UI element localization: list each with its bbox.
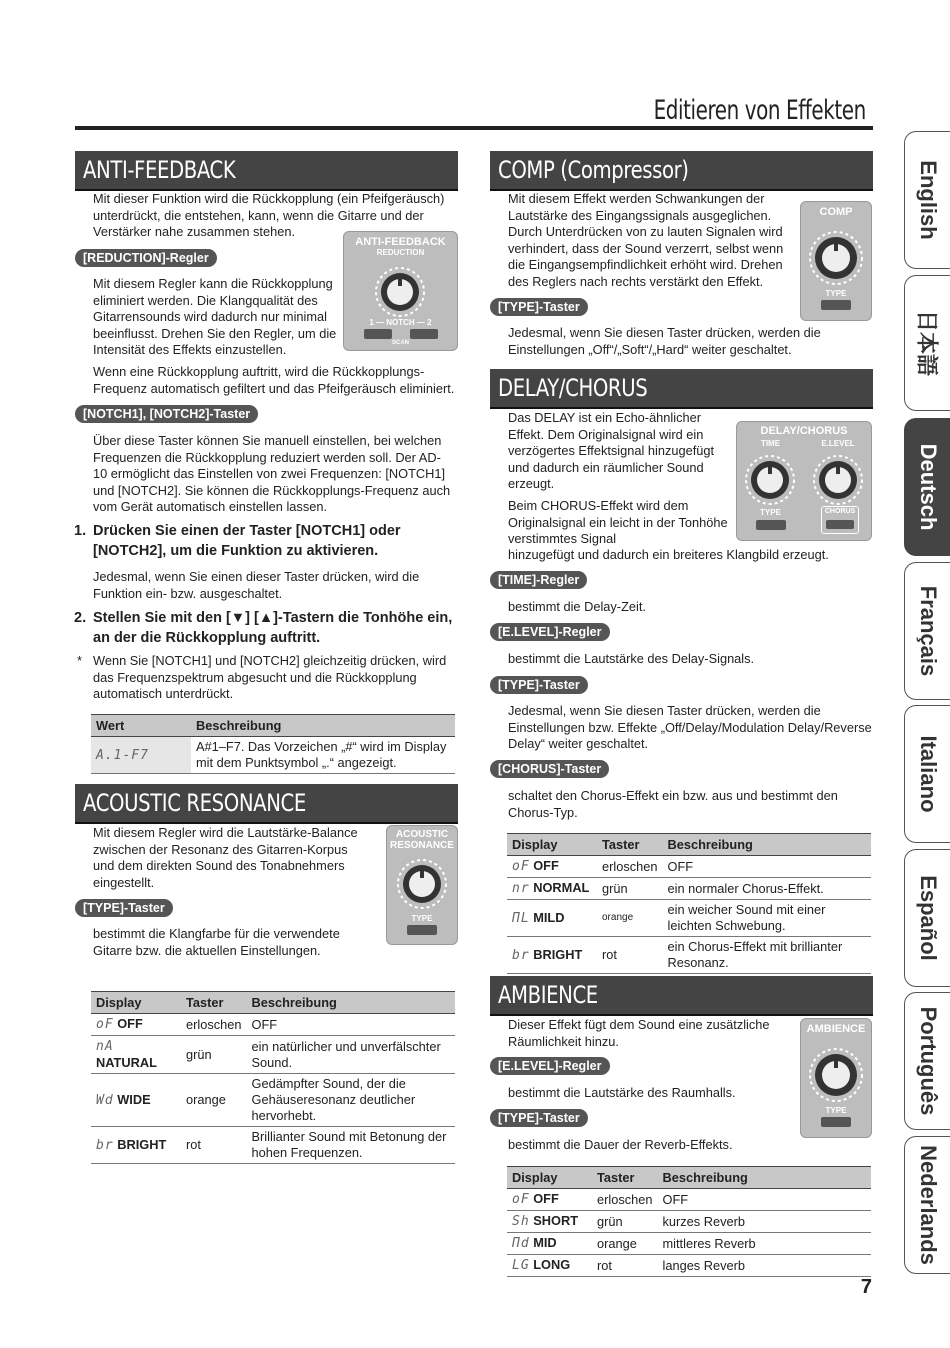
comp-knob-icon: [801, 224, 871, 288]
anti-feedback-heading: ANTI-FEEDBACK: [75, 151, 458, 191]
step-1: 1. Drücken Sie einen der Taster [NOTCH1] oder [NOTCH2], um die Funktion zu aktivieren.: [74, 523, 401, 559]
delay-intro-1: Das DELAY ist ein Echo-ähnlicher Effekt. Dem Originalsignal wird ein verzögertes Effektsignal hinzugefügt und dadurch ein räumlicher Sound erzeugt.: [508, 410, 715, 491]
ambience-type-button[interactable]: [821, 1117, 851, 1127]
step-1-text: Jedesmal, wenn Sie einen dieser Taster drücken, wird die Funktion ein- bzw. ausgeschaltet.: [93, 569, 420, 601]
table-row: ΠL MILD orange ein weicher Sound mit einer leichten Schwebung.: [507, 900, 871, 937]
tab-italiano[interactable]: Italiano: [904, 705, 950, 843]
delay-elevel-text: bestimmt die Lautstärke des Delay-Signals.: [508, 651, 755, 666]
acoustic-knob-icon: [387, 852, 457, 912]
tab-portugues[interactable]: Português: [904, 992, 950, 1130]
table-row: nr NORMAL grün ein normaler Chorus-Effekt.: [507, 878, 871, 900]
notch2-button[interactable]: [410, 329, 438, 339]
table-row: oF OFF erloschen OFF: [507, 1189, 871, 1211]
table-row: LG LONG rot langes Reverb: [507, 1255, 871, 1277]
page-title: Editieren von Effekten: [653, 95, 866, 126]
delay-knobs-icon: [737, 450, 871, 510]
step-2: 2. Stellen Sie mit den [▼] [▲]-Tastern die Tonhöhe ein, an der die Rückkopplung auftritt.: [74, 610, 453, 646]
title-rule: [75, 126, 873, 130]
table-row: Πd MID orange mittleres Reverb: [507, 1233, 871, 1255]
reduction-text: Mit diesem Regler kann die Rückkopplung eliminiert werden. Die Klangqualität des Gitarrensounds wird dadurch nur minimal beeinflusst. Drehen Sie den Regler, um die Intensität des Effekts einzustellen.: [93, 276, 337, 357]
delay-panel: DELAY/CHORUS TIME E.LEVEL TYPE CHORUS: [736, 421, 872, 541]
ambience-elevel-label: [E.LEVEL]-Regler: [490, 1057, 610, 1075]
ambience-knob-icon: [801, 1041, 871, 1105]
chorus-button[interactable]: [826, 520, 854, 529]
notch-text: Über diese Taster können Sie manuell einstellen, bei welchen Frequenzen die Rückkopplung reduziert werden soll. Der AD-10 ermöglicht das Einstellen von zwei Frequenzen: [NOTCH1] und [NOTCH2]. Sie können die Rückkopplungs-Frequenz auch vom Gerät automatisch einstellen lassen.: [93, 433, 451, 514]
reduction-label: [REDUCTION]-Regler: [75, 249, 217, 267]
chorus-text: schaltet den Chorus-Effekt ein bzw. aus und bestimmt den Chorus-Typ.: [508, 788, 838, 820]
delay-heading: DELAY/CHORUS: [490, 369, 873, 409]
tab-english[interactable]: English: [904, 131, 950, 269]
comp-type-text: Jedesmal, wenn Sie diesen Taster drücken, werden die Einstellungen „Off“/„Soft“/„Hard“ weiter geschaltet.: [508, 325, 821, 357]
delay-table: Display Taster Beschreibung oF OFF erloschen OFF nr NORMAL grün ein normaler Chorus-Effekt. ΠL MILD orange ein weicher Sound mit einer leichten Schwebung. br BRIGHT rot ein Chorus-Effekt mit brillianter Resonanz.: [507, 833, 871, 974]
time-label: [TIME]-Regler: [490, 571, 587, 589]
acoustic-panel: ACOUSTIC RESONANCE TYPE: [386, 825, 458, 945]
acoustic-type-text: bestimmt die Klangfarbe für die verwendete Gitarre bzw. die aktuellen Einstellungen.: [93, 926, 340, 958]
chorus-label: [CHORUS]-Taster: [490, 760, 609, 778]
acoustic-type-label: [TYPE]-Taster: [75, 899, 173, 917]
delay-elevel-label: [E.LEVEL]-Regler: [490, 623, 610, 641]
ambience-type-text: bestimmt die Dauer der Reverb-Effekts.: [508, 1137, 733, 1152]
comp-type-label: [TYPE]-Taster: [490, 298, 588, 316]
comp-panel: COMP TYPE: [800, 201, 872, 321]
ambience-table: Display Taster Beschreibung oF OFF erloschen OFF Sh SHORT grün kurzes Reverb Πd MID orange mittleres Reverb LG LONG rot langes Reverb: [507, 1166, 871, 1277]
delay-type-label: [TYPE]-Taster: [490, 676, 588, 694]
ambience-panel: AMBIENCE TYPE: [800, 1018, 872, 1138]
ambience-type-label: [TYPE]-Taster: [490, 1109, 588, 1127]
table-row: nA NATURAL grün ein natürlicher und unverfälschter Sound.: [91, 1036, 455, 1074]
acoustic-table: Display Taster Beschreibung oF OFF erloschen OFF nA NATURAL grün ein natürlicher und unverfälschter Sound. Wd WIDE orange Gedämpfter Sound, der die Gehäuseresonanz deutlicher hervorhebt. br BRIGHT rot Brillianter Sound mit Betonung der hohen Frequenzen.: [91, 991, 455, 1164]
delay-type-text: Jedesmal, wenn Sie diesen Taster drücken, werden die Einstellungen bzw. Effekte „Off/Delay/Modulation Delay/Reverse Delay“ weiter geschaltet.: [508, 703, 872, 751]
tab-nederlands[interactable]: Nederlands: [904, 1136, 950, 1274]
anti-feedback-table: Wert Beschreibung A.1-F7 A#1–F7. Das Vorzeichen „#“ wird im Display mit dem Punktsymbol „.“ angezeigt.: [91, 714, 455, 774]
acoustic-type-button[interactable]: [407, 925, 437, 935]
auto-text: Wenn eine Rückkopplung auftritt, wird die Rückkopplungs-Frequenz automatisch gefiltert und das Pfeifgeräusch eliminiert.: [93, 364, 455, 396]
scan-label: SCAN: [391, 340, 409, 346]
table-row: oF OFF erloschen OFF: [507, 856, 871, 878]
table-row: Wd WIDE orange Gedämpfter Sound, der die Gehäuseresonanz deutlicher hervorhebt.: [91, 1074, 455, 1127]
comp-heading: COMP (Compressor): [490, 151, 873, 191]
delay-intro-2: Beim CHORUS-Effekt wird dem Originalsignal ein leicht in der Tonhöhe verstimmtes Signal: [508, 498, 728, 546]
ambience-elevel-text: bestimmt die Lautstärke des Raumhalls.: [508, 1085, 736, 1100]
comp-type-button[interactable]: [821, 300, 851, 310]
tab-espanol[interactable]: Español: [904, 849, 950, 987]
acoustic-intro: Mit diesem Regler wird die Lautstärke-Balance zwischen der Resonanz des Gitarren-Korpus und dem direkten Sound des Tonabnehmers eingestellt.: [93, 825, 358, 890]
page-number: 7: [860, 1276, 872, 1298]
tab-francais[interactable]: Français: [904, 562, 950, 700]
note: * Wenn Sie [NOTCH1] und [NOTCH2] gleichzeitig drücken, wird das Frequenzspektrum abgesucht und die Rückkopplung automatisch unterdrückt.: [77, 653, 447, 701]
delay-intro-2-cont: hinzugefügt und dadurch ein breiteres Klangbild erzeugt.: [508, 547, 829, 562]
panel-title: ANTI-FEEDBACK: [355, 236, 446, 248]
comp-intro: Mit diesem Effekt werden Schwankungen der Lautstärke des Eingangssignals ausgeglichen. Durch Unterdrücken von zu lauten Signalen wird verhindert, dass der Sound verzerrt, selbst wenn die Eingangsempfindlichkeit erhöht wird. Drehen des Reglers nach rechts verstärkt den Effekt.: [508, 191, 784, 289]
notch-label: 1 — NOTCH — 2: [369, 318, 432, 327]
anti-feedback-intro: Mit dieser Funktion wird die Rückkopplung (ein Pfeifgeräusch) unterdrückt, die entstehen, kann, wenn die Gitarre und der Verstärker nahe zusammen stehen.: [93, 191, 445, 239]
table-row: br BRIGHT rot ein Chorus-Effekt mit brillianter Resonanz.: [507, 937, 871, 974]
acoustic-heading: ACOUSTIC RESONANCE: [75, 784, 458, 824]
delay-type-button[interactable]: [756, 520, 786, 530]
notch1-button[interactable]: [364, 329, 392, 339]
chorus-button-frame: CHORUS: [821, 506, 859, 534]
time-text: bestimmt die Delay-Zeit.: [508, 599, 646, 614]
table-row: Sh SHORT grün kurzes Reverb: [507, 1211, 871, 1233]
panel-knob-label: REDUCTION: [376, 248, 425, 257]
table-row: br BRIGHT rot Brillianter Sound mit Betonung der hohen Frequenzen.: [91, 1127, 455, 1164]
ambience-heading: AMBIENCE: [490, 976, 873, 1016]
notch-label-pill: [NOTCH1], [NOTCH2]-Taster: [75, 405, 258, 423]
ambience-intro: Dieser Effekt fügt dem Sound eine zusätzliche Räumlichkeit hinzu.: [508, 1017, 770, 1049]
table-row: oF OFF erloschen OFF: [91, 1014, 455, 1036]
tab-japanese[interactable]: 日本語: [904, 275, 950, 411]
anti-feedback-panel: [343, 231, 458, 351]
tab-deutsch[interactable]: Deutsch: [904, 418, 950, 556]
